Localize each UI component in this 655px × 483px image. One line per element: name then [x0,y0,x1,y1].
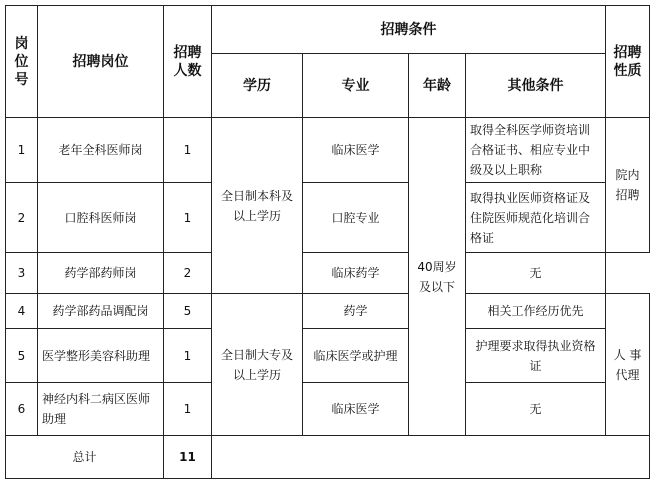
age-all: 40周岁及以下 [409,118,466,436]
row-count: 5 [164,294,212,329]
table-row [6,383,650,436]
row-position: 医学整形美容科助理 [38,329,164,383]
table-row [6,294,650,329]
row-position: 药学部药品调配岗 [38,294,164,329]
row-other: 相关工作经历优先 [466,294,606,329]
header-education: 学历 [212,54,303,118]
row-major: 药学 [303,294,409,329]
nature-group-2: 人 事代理 [606,294,650,436]
row-major: 临床药学 [303,253,409,294]
row-other: 无 [466,253,606,294]
row-other: 取得执业医师资格证及住院医师规范化培训合格证 [466,183,606,253]
row-position: 药学部药师岗 [38,253,164,294]
table-row [6,329,650,383]
row-other: 取得全科医学师资培训合格证书、相应专业中级及以上职称 [466,118,606,183]
table-row [6,253,650,294]
total-count: 11 [164,436,212,479]
total-empty [212,436,650,479]
total-row [6,436,650,479]
header-conditions: 招聘条件 [212,6,606,54]
row-other: 护理要求取得执业资格证 [466,329,606,383]
row-no: 3 [6,253,38,294]
row-position: 神经内科二病区医师助理 [38,383,164,436]
row-position: 老年全科医师岗 [38,118,164,183]
row-major: 临床医学 [303,118,409,183]
row-count: 1 [164,329,212,383]
row-position: 口腔科医师岗 [38,183,164,253]
recruitment-table [5,5,650,479]
row-count: 1 [164,118,212,183]
row-no: 4 [6,294,38,329]
education-group-1: 全日制本科及以上学历 [212,118,303,294]
header-other: 其他条件 [466,54,606,118]
header-nature: 招聘 性质 [606,6,650,118]
row-no: 6 [6,383,38,436]
row-no: 2 [6,183,38,253]
row-count: 1 [164,183,212,253]
row-no: 5 [6,329,38,383]
table-row [6,183,650,253]
header-major: 专业 [303,54,409,118]
row-major: 临床医学 [303,383,409,436]
table-row [6,118,650,183]
row-count: 2 [164,253,212,294]
row-count: 1 [164,383,212,436]
education-group-2: 全日制大专及以上学历 [212,294,303,436]
header-position: 招聘岗位 [38,6,164,118]
row-other: 无 [466,383,606,436]
total-label: 总计 [6,436,164,479]
header-count: 招聘 人数 [164,6,212,118]
row-major: 临床医学或护理 [303,329,409,383]
row-major: 口腔专业 [303,183,409,253]
row-no: 1 [6,118,38,183]
header-seq: 岗 位 号 [6,6,38,118]
header-age: 年龄 [409,54,466,118]
nature-group-1: 院内招聘 [606,118,650,253]
